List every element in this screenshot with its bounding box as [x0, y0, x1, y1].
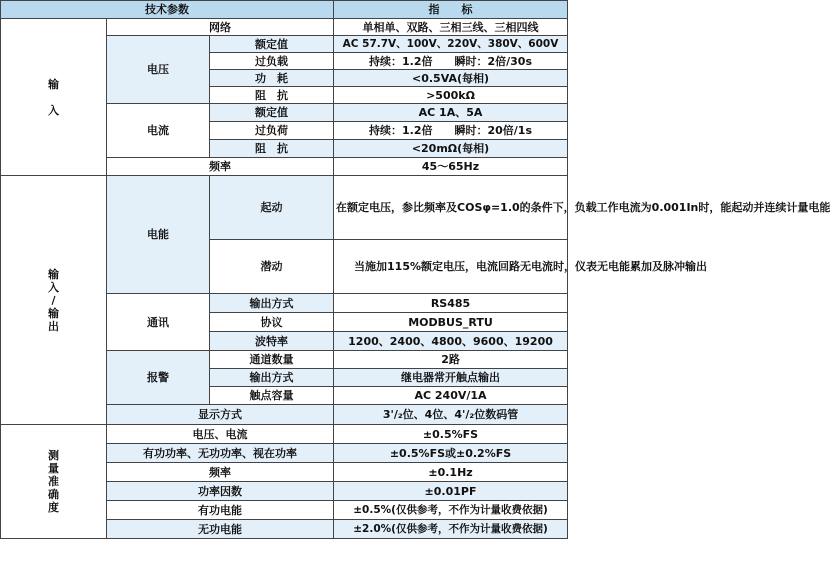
acc-reactive-energy-value: ±2.0%(仅供参考，不作为计量收费依据)	[334, 520, 568, 539]
voltage-rated-value: AC 57.7V、100V、220V、380V、600V	[334, 36, 568, 53]
alarm-output-value: 继电器常开触点输出	[334, 369, 568, 387]
alarm-channels-value: 2路	[334, 351, 568, 369]
alarm-contact-label: 触点容量	[210, 387, 334, 405]
comm-label: 通讯	[107, 294, 210, 351]
acc-power-value: ±0.5%FS或±0.2%FS	[334, 444, 568, 463]
voltage-power-value: <0.5VA(每相)	[334, 70, 568, 87]
network-value: 单相单、双路、三相三线、三相四线	[334, 19, 568, 36]
comm-protocol-label: 协议	[210, 313, 334, 332]
acc-active-energy-label: 有功电能	[107, 501, 334, 520]
acc-frequency-label: 频率	[107, 463, 334, 482]
alarm-contact-value: AC 240V/1A	[334, 387, 568, 405]
energy-creep-label: 潜动	[210, 240, 334, 294]
comm-output-label: 输出方式	[210, 294, 334, 313]
voltage-impedance-label: 阻 抗	[210, 87, 334, 104]
row-acc-vi	[1, 425, 568, 444]
acc-vi-label: 电压、电流	[107, 425, 334, 444]
voltage-overload-value: 持续：1.2倍 瞬时：2倍/30s	[334, 53, 568, 70]
energy-start-label: 起动	[210, 176, 334, 240]
energy-start-value: 在额定电压，参比频率及COSφ=1.0的条件下，负载工作电流为0.001In时，能起动并连续计量电能	[334, 176, 568, 240]
current-rated-label: 额定值	[210, 104, 334, 122]
group-accuracy-label: 测 量 准 确 度	[1, 425, 107, 539]
display-value: 3'/₂位、4位、4'/₂位数码管	[334, 405, 568, 425]
frequency-value: 45～65Hz	[334, 158, 568, 176]
acc-pf-value: ±0.01PF	[334, 482, 568, 501]
comm-protocol-value: MODBUS_RTU	[334, 313, 568, 332]
current-label: 电流	[107, 104, 210, 158]
acc-vi-value: ±0.5%FS	[334, 425, 568, 444]
alarm-output-label: 输出方式	[210, 369, 334, 387]
comm-output-value: RS485	[334, 294, 568, 313]
voltage-power-label: 功 耗	[210, 70, 334, 87]
voltage-label: 电压	[107, 36, 210, 104]
frequency-label: 频率	[107, 158, 334, 176]
comm-baud-label: 波特率	[210, 332, 334, 351]
voltage-overload-label: 过负载	[210, 53, 334, 70]
current-rated-value: AC 1A、5A	[334, 104, 568, 122]
acc-power-label: 有功功率、无功功率、视在功率	[107, 444, 334, 463]
current-overload-value: 持续：1.2倍 瞬时：20倍/1s	[334, 122, 568, 140]
row-network	[1, 19, 568, 36]
acc-reactive-energy-label: 无功电能	[107, 520, 334, 539]
voltage-rated-label: 额定值	[210, 36, 334, 53]
acc-pf-label: 功率因数	[107, 482, 334, 501]
header-param: 技术参数	[1, 1, 334, 19]
current-impedance-value: <20mΩ(每相)	[334, 140, 568, 158]
header-spec: 指 标	[334, 1, 568, 19]
alarm-channels-label: 通道数量	[210, 351, 334, 369]
current-impedance-label: 阻 抗	[210, 140, 334, 158]
alarm-label: 报警	[107, 351, 210, 405]
comm-baud-value: 1200、2400、4800、9600、19200	[334, 332, 568, 351]
current-overload-label: 过负荷	[210, 122, 334, 140]
display-label: 显示方式	[107, 405, 334, 425]
network-label: 网络	[107, 19, 334, 36]
row-energy-start	[1, 176, 568, 240]
group-input-label: 输 入	[1, 19, 107, 176]
energy-label: 电能	[107, 176, 210, 294]
acc-active-energy-value: ±0.5%(仅供参考，不作为计量收费依据)	[334, 501, 568, 520]
group-io-label: 输 入 / 输 出	[1, 176, 107, 425]
header-row	[1, 1, 568, 19]
voltage-impedance-value: >500kΩ	[334, 87, 568, 104]
acc-frequency-value: ±0.1Hz	[334, 463, 568, 482]
energy-creep-value: 当施加115%额定电压，电流回路无电流时，仪表无电能累加及脉冲输出	[334, 240, 568, 294]
